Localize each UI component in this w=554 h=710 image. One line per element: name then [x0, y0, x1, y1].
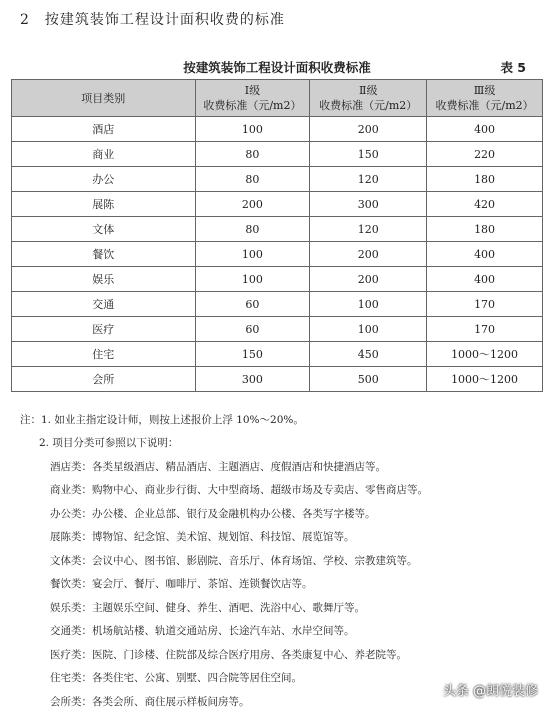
grade-1-fee: 60	[195, 317, 310, 342]
category-note-commercial: 商业类：购物中心、商业步行街、大中型商场、超级市场及专卖店、零售商店等。	[50, 484, 428, 496]
row-category: 文体	[12, 217, 196, 242]
header-grade-1: Ⅰ级 收费标准（元/m2）	[195, 80, 310, 117]
category-note-exhibition: 展陈类：博物馆、纪念馆、美术馆、规划馆、科技馆、展览馆等。	[50, 531, 355, 543]
table-row	[12, 292, 543, 317]
category-note-hotel: 酒店类：各类星级酒店、精品酒店、主题酒店、度假酒店和快捷酒店等。	[50, 461, 386, 473]
table-row	[12, 192, 543, 217]
row-category: 医疗	[12, 317, 196, 342]
row-category: 会所	[12, 367, 196, 392]
grade-2-fee: 120	[310, 217, 427, 242]
table-row	[12, 167, 543, 192]
row-category: 娱乐	[12, 267, 196, 292]
grade-2-fee: 450	[310, 342, 427, 367]
row-category: 餐饮	[12, 242, 196, 267]
grade-3-fee: 400	[427, 267, 543, 292]
grade-1-fee: 150	[195, 342, 310, 367]
table-header-row	[12, 80, 543, 117]
grade-3-fee: 180	[427, 167, 543, 192]
category-note-transport: 交通类：机场航站楼、轨道交通站房、长途汽车站、水岸空间等。	[50, 625, 355, 637]
category-note-entertainment: 娱乐类：主题娱乐空间、健身、养生、酒吧、洗浴中心、歌舞厅等。	[50, 602, 365, 614]
grade-3-fee: 170	[427, 292, 543, 317]
header-grade-2: Ⅱ级 收费标准（元/m2）	[310, 80, 427, 117]
row-category: 商业	[12, 142, 196, 167]
table-row	[12, 142, 543, 167]
grade-3-fee: 1000～1200	[427, 367, 543, 392]
grade-2-fee: 200	[310, 267, 427, 292]
grade-2-fee: 200	[310, 242, 427, 267]
table-row	[12, 317, 543, 342]
fee-standard-table	[11, 79, 543, 392]
row-category: 展陈	[12, 192, 196, 217]
category-note-residential: 住宅类：各类住宅、公寓、别墅、四合院等居住空间。	[50, 672, 302, 684]
grade-1-fee: 100	[195, 242, 310, 267]
grade-1-fee: 100	[195, 267, 310, 292]
category-note-dining: 餐饮类：宴会厅、餐厅、咖啡厅、茶馆、连锁餐饮店等。	[50, 578, 313, 590]
note-1: 注：1. 如业主指定设计师，则按上述报价上浮 10%～20%。	[20, 414, 304, 426]
category-note-office: 办公类：办公楼、企业总部、银行及金融机构办公楼、各类写字楼等。	[50, 508, 376, 520]
grade-3-fee: 400	[427, 117, 543, 142]
watermark: 头条 @朗悦装修	[442, 684, 538, 699]
grade-3-fee: 420	[427, 192, 543, 217]
row-category: 交通	[12, 292, 196, 317]
table-row	[12, 267, 543, 292]
grade-1-fee: 100	[195, 117, 310, 142]
table-row	[12, 242, 543, 267]
category-note-culture-sports: 文体类：会议中心、图书馆、影剧院、音乐厅、体育场馆、学校、宗教建筑等。	[50, 555, 418, 567]
header-category: 项目类别	[12, 80, 196, 117]
grade-3-fee: 1000～1200	[427, 342, 543, 367]
table-row	[12, 117, 543, 142]
note-2: 2. 项目分类可参照以下说明：	[39, 437, 179, 449]
row-category: 办公	[12, 167, 196, 192]
row-category: 酒店	[12, 117, 196, 142]
grade-1-fee: 60	[195, 292, 310, 317]
table-row	[12, 217, 543, 242]
grade-3-fee: 180	[427, 217, 543, 242]
grade-1-fee: 300	[195, 367, 310, 392]
table-row	[12, 367, 543, 392]
header-grade-3: Ⅲ级 收费标准（元/m2）	[427, 80, 543, 117]
grade-1-fee: 200	[195, 192, 310, 217]
table-number: 表 5	[500, 60, 526, 75]
grade-1-fee: 80	[195, 142, 310, 167]
grade-3-fee: 220	[427, 142, 543, 167]
row-category: 住宅	[12, 342, 196, 367]
category-note-medical: 医疗类：医院、门诊楼、住院部及综合医疗用房、各类康复中心、养老院等。	[50, 649, 407, 661]
grade-3-fee: 170	[427, 317, 543, 342]
category-note-clubhouse: 会所类：各类会所、商住展示样板间房等。	[50, 696, 250, 708]
grade-1-fee: 80	[195, 217, 310, 242]
table-title: 按建筑装饰工程设计面积收费标准	[183, 60, 371, 75]
grade-2-fee: 150	[310, 142, 427, 167]
grade-2-fee: 100	[310, 317, 427, 342]
grade-2-fee: 500	[310, 367, 427, 392]
grade-2-fee: 100	[310, 292, 427, 317]
grade-3-fee: 400	[427, 242, 543, 267]
grade-2-fee: 120	[310, 167, 427, 192]
grade-2-fee: 200	[310, 117, 427, 142]
table-row	[12, 342, 543, 367]
section-title: 2 按建筑装饰工程设计面积收费的标准	[20, 12, 285, 28]
grade-1-fee: 80	[195, 167, 310, 192]
grade-2-fee: 300	[310, 192, 427, 217]
